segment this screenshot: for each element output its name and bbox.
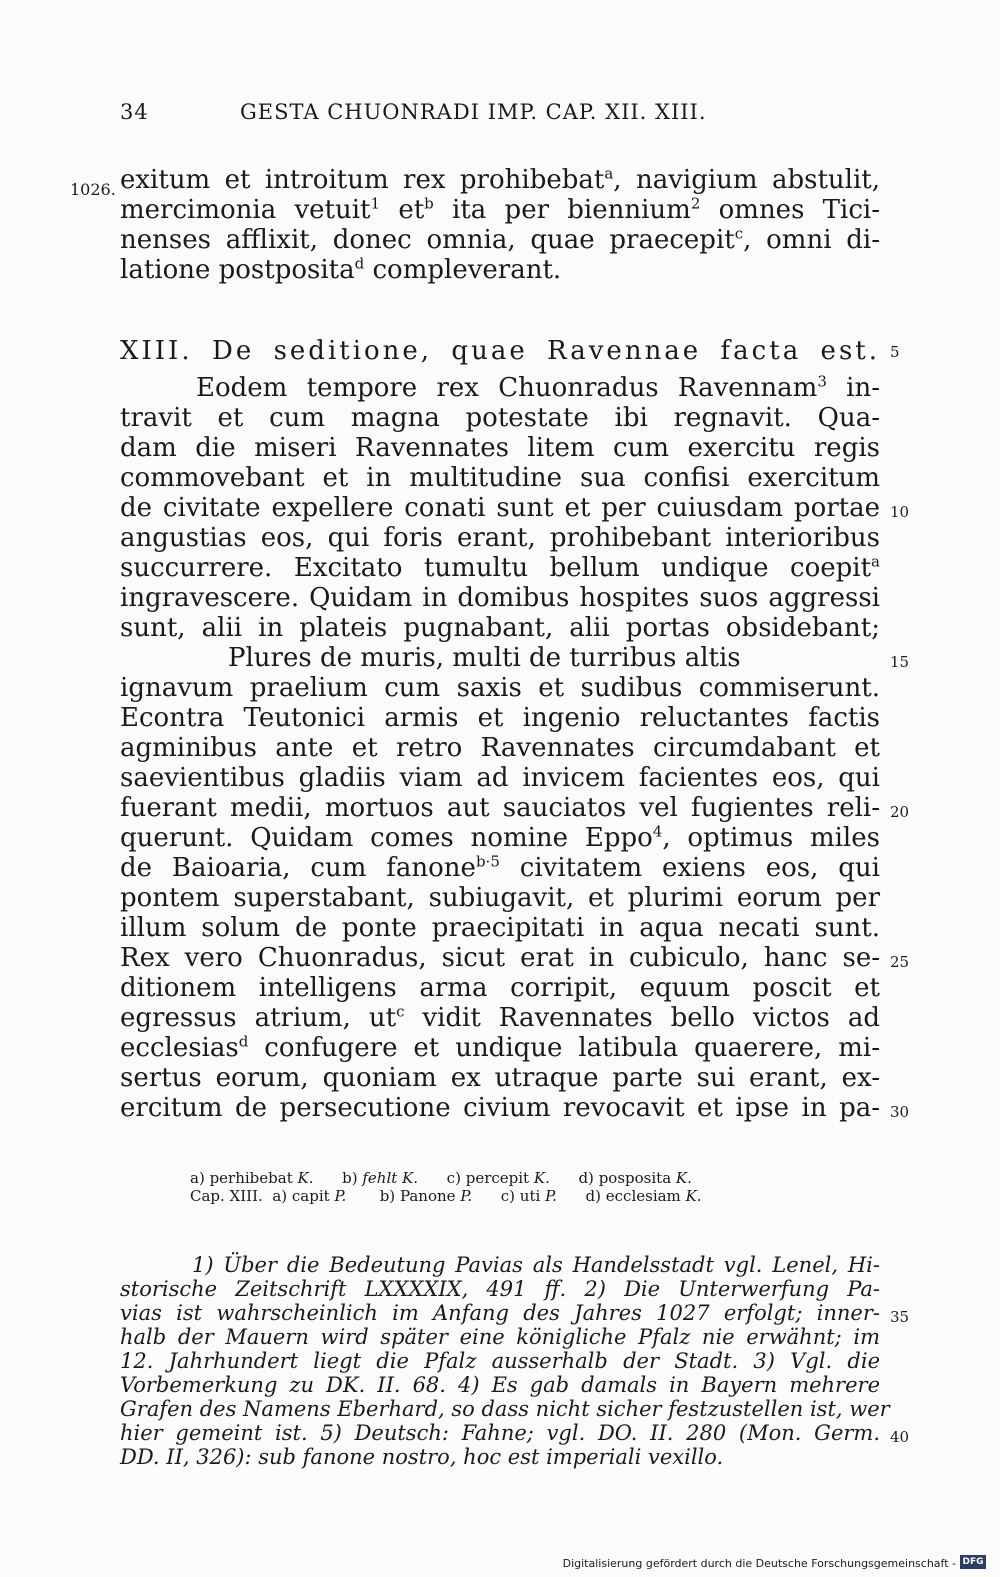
running-title: GESTA CHUONRADI IMP. CAP. XII. XIII. (240, 100, 707, 124)
apparatus-row: a) perhibebat K. b) fehlt K. c) percepit K. d) posposita K. (190, 1169, 692, 1187)
text-line: saevientibus gladiis viam ad invicem facientes eos, qui (120, 763, 880, 793)
line-number: 5 (890, 343, 900, 361)
footnote-line: 1) Über die Bedeutung Pavias als Handelsstadt vgl. Lenel, Hi- (192, 1253, 880, 1277)
footnote-line: Vorbemerkung zu DK. II. 68. 4) Es gab damals in Bayern mehrere (120, 1373, 880, 1397)
text-line: angustias eos, qui foris erant, prohibebant interioribus (120, 523, 880, 553)
footnote-line: halb der Mauern wird später eine königliche Pfalz nie erwähnt; im (120, 1325, 880, 1349)
text-line: Eodem tempore rex Chuonradus Ravennam$^3$ in- (196, 372, 880, 403)
text-line: nenses afflixit, donec omnia, quae praecepit$^c$, omni di- (120, 224, 880, 255)
dfg-logo: DFG (960, 1555, 986, 1569)
text-line: commovebant et in multitudine sua confisi exercitum (120, 463, 880, 493)
line-number: 30 (890, 1103, 910, 1121)
footnote-line: storische Zeitschrift LXXXXIX, 491 ff. 2) Die Unterwerfung Pa- (120, 1277, 880, 1301)
text-line: fuerant medii, mortuos aut sauciatos vel fugientes reli- (120, 793, 880, 823)
text-line: sertus eorum, quoniam ex utraque parte sui erant, ex- (120, 1063, 880, 1093)
line-number: 25 (890, 953, 910, 971)
text-line: ecclesias$^d$ confugere et undique latibula quaerere, mi- (120, 1032, 880, 1063)
text-line: ditionem intelligens arma corripit, equum poscit et (120, 973, 880, 1003)
text-line: latione postposita$^d$ compleverant. (120, 254, 562, 285)
text-line: illum solum de ponte praecipitati in aqua necati sunt. (120, 913, 880, 943)
footnote-line: 12. Jahrhundert liegt die Pfalz ausserhalb der Stadt. 3) Vgl. die (120, 1349, 880, 1373)
line-number: 35 (890, 1308, 910, 1326)
footnote-line: vias ist wahrscheinlich im Anfang des Jahres 1027 erfolgt; inner- (120, 1301, 880, 1325)
text-line: de civitate expellere conati sunt et per cuiusdam portae (120, 493, 880, 523)
year-marker: 1026. (70, 180, 116, 199)
text-line: egressus atrium, $ut^c$ vidit Ravennates bello victos ad (120, 1002, 880, 1033)
footnote-line: Grafen des Namens Eberhard, so dass nicht sicher festzustellen ist, wer (120, 1397, 890, 1421)
text-line: de Baioaria, cum fanone$^{b\cdot 5}$ civitatem exiens eos, qui (120, 852, 880, 883)
footnote-line: hier gemeint ist. 5) Deutsch: Fahne; vgl. DO. II. 280 (Mon. Germ. (120, 1421, 880, 1445)
text-line: ercitum de persecutione civium revocavit et ipse in pa- (120, 1093, 880, 1123)
verse-line: Plures de muris, multi de turribus altis (228, 643, 741, 673)
text-line: Econtra Teutonici armis et ingenio reluctantes factis (120, 703, 880, 733)
apparatus-row: Cap. XIII. a) capit P. b) Panone P. c) uti P. d) ecclesiam K. (190, 1187, 702, 1205)
text-line: sunt, alii in plateis pugnabant, alii portas obsidebant; (120, 613, 880, 643)
text-line: dam die miseri Ravennates litem cum exercitu regis (120, 433, 880, 463)
footnote-line: DD. II, 326): sub fanone nostro, hoc est imperiali vexillo. (120, 1445, 724, 1469)
line-number: 40 (890, 1428, 910, 1446)
chapter-heading: XIII. De seditione, quae Ravennae facta est. (120, 336, 881, 366)
text-line: exitum et introitum rex prohibebat$^a$, navigium abstulit, (120, 164, 880, 195)
text-line: ignavum praelium cum saxis et sudibus commiserunt. (120, 673, 880, 703)
line-number: 15 (890, 653, 910, 671)
line-number: 20 (890, 803, 910, 821)
digitization-credit: Digitalisierung gefördert durch die Deutsche Forschungsgemeinschaft - (562, 1557, 956, 1570)
text-line: querunt. Quidam comes nomine Eppo$^4$, optimus miles (120, 822, 880, 853)
text-line: ingravescere. Quidam in domibus hospites suos aggressi (120, 583, 880, 613)
text-line: travit et cum magna potestate ibi regnavit. Qua- (120, 403, 880, 433)
text-line: succurrere. Excitato tumultu bellum undique coepit$^a$ (120, 552, 880, 583)
page-number: 34 (120, 100, 149, 124)
text-line: pontem superstabant, subiugavit, et plurimi eorum per (120, 883, 880, 913)
text-line: Rex vero Chuonradus, sicut erat in cubiculo, hanc se- (120, 943, 880, 973)
text-line: mercimonia vetuit$^1$ $et^b$ ita per biennium$^2$ omnes Tici- (120, 194, 880, 225)
line-number: 10 (890, 503, 910, 521)
text-line: agminibus ante et retro Ravennates circumdabant et (120, 733, 880, 763)
